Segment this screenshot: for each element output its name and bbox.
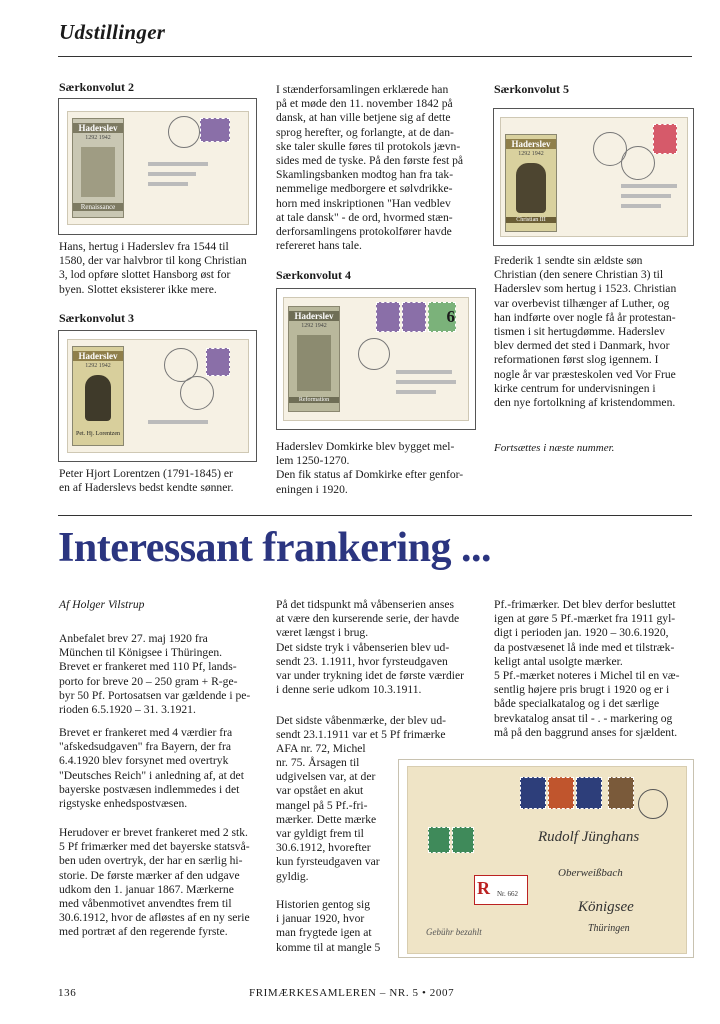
text-line: Anbefalet brev 27. maj 1920 fra — [59, 632, 208, 645]
stamp-green — [428, 302, 456, 332]
envelope-4 — [283, 297, 469, 421]
heading-saerkonvolut-4: Særkonvolut 4 — [276, 268, 352, 282]
caption-line: byen. Slottet eksisterer ikke mere. — [59, 282, 217, 296]
text-line: den nye fortolkning af kristendommen. — [494, 396, 676, 410]
text-line: Herudover er brevet frankeret med 2 stk. — [59, 826, 248, 839]
text-line: storie. De første mærker af den udgave — [59, 868, 240, 882]
paragraph-staenderforsamlingen — [276, 83, 474, 253]
text-line: at være den kurserende serie, der havde — [276, 612, 460, 626]
postmark-circle — [168, 116, 200, 148]
text-line: må på den baggrund anses for sjældent. — [494, 725, 678, 739]
text-line: dansk, at han ville betjene sig af dette — [276, 111, 451, 125]
article-col1-para3 — [59, 826, 256, 940]
caption-line: Hans, hertug i Haderslev fra 1544 til — [59, 240, 229, 253]
text-line: horn med inskriptionen "Han vedblev — [276, 196, 451, 210]
text-line: han indførte over nogle få år protestan- — [494, 310, 676, 324]
caption-line: Den fik status af Domkirke efter genfor- — [276, 468, 464, 482]
vignette-title: Haderslev — [73, 351, 123, 361]
text-line: byr 50 Pf. Portosatsen var gældende i pe- — [59, 688, 251, 702]
text-line: nr. 75. Årsagen til — [276, 756, 360, 769]
stamp-red — [653, 124, 677, 154]
text-line: derforsamlingens protokolfører havde — [276, 225, 452, 239]
text-line: sprog herefter, og forlangte, at de dan- — [276, 125, 454, 139]
heading-saerkonvolut-3: Særkonvolut 3 — [59, 311, 135, 325]
stamp-blue — [576, 777, 602, 809]
text-line: "Deutsches Reich" i anledning af, at det — [59, 768, 244, 782]
text-line: 30.6.1912, hvorefter — [276, 841, 371, 855]
postmark-circle — [638, 789, 668, 819]
article-col2-para2 — [276, 714, 474, 757]
vignette-card-3 — [72, 346, 124, 446]
text-line: 30.6.1912, hvor de afløstes af en ny serie — [59, 911, 250, 925]
text-line: AFA nr. 72, Michel — [276, 742, 366, 756]
text-line: refereret hans tale. — [276, 239, 362, 253]
text-line: kirke centrum for undervisningen i — [494, 381, 656, 395]
registration-label — [474, 875, 528, 905]
text-line: udkom den 1. januar 1867. Mærkerne — [59, 882, 234, 896]
text-line: sendt 23. 1.1911, hvor fyrsteudgaven — [276, 654, 448, 668]
caption-line: Peter Hjort Lorentzen (1791-1845) er — [59, 467, 233, 480]
stamp-value: 6 — [446, 307, 455, 326]
address-city: Königsee — [578, 899, 634, 915]
text-line: man frygtede igen at — [276, 926, 372, 940]
text-line: var opstået en akut — [276, 784, 364, 798]
text-line: var overbevist tilhænger af Luther, og — [494, 296, 670, 310]
address-line — [621, 184, 677, 188]
address-line — [621, 204, 661, 208]
portrait-illustration — [85, 375, 111, 421]
postmark-circle — [180, 376, 214, 410]
text-line: Historien gentog sig — [276, 898, 371, 911]
address-line — [621, 194, 671, 198]
text-line: gyldig. — [276, 869, 309, 883]
paragraph-frederik — [494, 254, 692, 410]
cover-photo — [398, 759, 694, 958]
text-line: med portræt af den regerende fyrste. — [59, 925, 228, 939]
envelope-image-3 — [58, 330, 257, 462]
envelope-5 — [500, 117, 688, 237]
stamp-purple — [376, 302, 400, 332]
article-divider — [58, 515, 692, 516]
text-line: at tale dansk" - de ord, hvormed stæn- — [276, 210, 453, 224]
byline: Af Holger Vilstrup — [59, 598, 145, 611]
text-line: Pf.-frimærker. Det blev derfor besluttet — [494, 598, 676, 611]
cover-note: Gebühr bezahlt — [426, 927, 482, 937]
registration-number: Nr. 662 — [497, 890, 518, 898]
text-line: var gyldigt frem til — [276, 827, 364, 841]
text-line: været længst i brug. — [276, 626, 369, 640]
text-line: både specialkatalog og i det særlige — [494, 697, 660, 711]
envelope-2 — [67, 111, 249, 225]
vignette-years: 1292 1942 — [85, 135, 111, 141]
stamp-purple — [200, 118, 230, 142]
text-line: i denne serie udkom 10.3.1911. — [276, 683, 422, 697]
postmark-circle — [358, 338, 390, 370]
text-line: bayerske postvæsen indlemmedes i det — [59, 782, 240, 796]
vignette-card-2 — [72, 118, 124, 218]
text-line: sentlig højere pris brugt i 1920 og er i — [494, 683, 670, 697]
caption-saerkonvolut-2 — [59, 240, 256, 297]
address-line — [148, 182, 188, 186]
text-line: sides med de tyske. På den første fest på — [276, 154, 464, 168]
heading-saerkonvolut-2: Særkonvolut 2 — [59, 80, 135, 94]
text-line: 6.4.1920 blev forsynet med overtryk — [59, 754, 229, 768]
address-street: Oberweißbach — [558, 867, 623, 879]
envelope-image-4 — [276, 288, 476, 430]
text-line: Haderslev som hertug i 1523. Christian — [494, 282, 677, 296]
text-line: Skamlingsbanken modtog han fra tak- — [276, 168, 454, 182]
address-line — [396, 370, 452, 374]
text-line: nogle år var præsteskolen ved Vor Frue — [494, 367, 676, 381]
text-line: I stænderforsamlingen erklærede han — [276, 83, 449, 96]
castle-illustration — [81, 147, 115, 197]
text-line: 5 Pf frimærker med det bayerske statsvå- — [59, 840, 250, 854]
text-line: ben uden overtryk, der har en særlig hi- — [59, 854, 243, 868]
text-line: sendt 23.1.1911 var et 5 Pf frimærke — [276, 728, 446, 742]
caption-line: 1580, der var halvbror til kong Christian — [59, 254, 247, 268]
text-line: mangel på 5 Pf.-fri- — [276, 798, 368, 812]
article-col2-para3 — [276, 898, 390, 955]
vignette-years: 1292 1942 — [301, 323, 327, 329]
text-line: udgivelsen var, at der — [276, 770, 376, 784]
article-col2-para1 — [276, 598, 474, 697]
text-line: blev dermed det sted i Danmark, hvor — [494, 339, 670, 353]
vignette-title: Haderslev — [506, 139, 556, 149]
vignette-title: Haderslev — [289, 311, 339, 321]
text-line: På det tidspunkt må våbenserien anses — [276, 598, 455, 611]
address-region: Thüringen — [588, 923, 630, 934]
caption-saerkonvolut-4 — [276, 440, 474, 497]
text-line: Det sidste tryk i våbenserien blev ud- — [276, 640, 450, 654]
text-line: keligt antal usolgte mærker. — [494, 654, 623, 668]
caption-line: en af Haderslevs bedst kendte sønner. — [59, 481, 234, 495]
envelope-image-2 — [58, 98, 257, 235]
caption-line: 3, lod opføre slottet Hansborg øst for — [59, 268, 231, 282]
header-rule — [58, 56, 692, 57]
stamp-orange — [548, 777, 574, 809]
text-line: med våbenmotivet anvendtes frem til — [59, 897, 232, 911]
text-line: igen at gøre 5 Pf.-mærket fra 1911 gyl- — [494, 612, 676, 626]
text-line: komme til at mangle 5 — [276, 940, 381, 954]
stamp-purple — [402, 302, 426, 332]
text-line: rigstyske enhedspostvæsen. — [59, 797, 188, 811]
text-line: rioden 6.5.1920 – 31. 3.1921. — [59, 703, 196, 717]
envelope-image-5 — [493, 108, 694, 246]
continued-note: Fortsættes i næste nummer. — [494, 442, 615, 454]
portrait-illustration — [516, 163, 546, 213]
address-line — [148, 420, 208, 424]
stamp-blue — [520, 777, 546, 809]
vignette-card-4 — [288, 306, 340, 412]
envelope-3 — [67, 339, 249, 453]
text-line: brevkatalog ansat til - . - markering og — [494, 711, 673, 725]
text-line: Det sidste våbenmærke, der blev ud- — [276, 714, 446, 727]
text-line: tismen i sit hertugdømme. Haderslev — [494, 325, 665, 339]
vignette-years: 1292 1942 — [85, 363, 111, 369]
text-line: i januar 1920, hvor — [276, 912, 365, 926]
caption-line: lem 1250-1270. — [276, 454, 350, 468]
article-col1-para2 — [59, 726, 256, 811]
text-line: på et møde den 11. november 1842 på — [276, 97, 453, 111]
caption-saerkonvolut-3 — [59, 467, 256, 495]
stamp-purple — [206, 348, 230, 376]
text-line: reformationen først slog igennem. I — [494, 353, 659, 367]
caption-line: Haderslev Domkirke blev bygget mel- — [276, 440, 455, 453]
article-title: Interessant frankering ... — [58, 525, 492, 571]
vignette-label: Renaissance — [73, 203, 123, 211]
vignette-label: Reformation — [289, 397, 339, 403]
text-line: Christian (den senere Christian 3) til — [494, 268, 664, 282]
article-col2-para2-cont — [276, 756, 390, 884]
text-line: porto for breve 20 – 250 gram + R-ge- — [59, 674, 238, 688]
registered-cover — [407, 766, 687, 954]
text-line: mærker. Dette mærke — [276, 812, 377, 826]
text-line: "afskedsudgaven" fra Bayern, der fra — [59, 740, 232, 754]
heading-saerkonvolut-5: Særkonvolut 5 — [494, 82, 570, 96]
text-line: da postvæsenet lå inde med et tilstræk- — [494, 640, 675, 654]
registration-letter: R — [477, 878, 490, 898]
text-line: Frederik 1 sendte sin ældste søn — [494, 254, 643, 267]
text-line: Brevet er frankeret med 110 Pf, lands- — [59, 660, 237, 674]
address-line — [148, 172, 196, 176]
article-col3-para1 — [494, 598, 692, 740]
vignette-label: Pet. Hj. Lorentzen — [76, 431, 120, 437]
stamp-brown — [608, 777, 634, 809]
postmark-circle — [621, 146, 655, 180]
text-line: München til Königsee i Thüringen. — [59, 646, 223, 660]
text-line: ske taler skulle føres til protokols jævn- — [276, 139, 461, 153]
text-line: kun fyrsteudgaven var — [276, 855, 380, 869]
page-number: 136 — [58, 987, 77, 999]
text-line: Brevet er frankeret med 4 værdier fra — [59, 726, 233, 739]
text-line: digt i perioden jan. 1920 – 30.6.1920, — [494, 626, 669, 640]
stamp-green-arms — [428, 827, 450, 853]
church-interior-illustration — [297, 335, 331, 391]
caption-line: eningen i 1920. — [276, 482, 348, 496]
vignette-title: Haderslev — [73, 123, 123, 133]
vignette-label: Christian III — [506, 217, 556, 223]
address-line — [148, 162, 208, 166]
vignette-years: 1292 1942 — [518, 151, 544, 157]
section-title: Udstillinger — [59, 20, 166, 44]
text-line: var under trykning idet de første værdier — [276, 669, 465, 683]
magazine-footer: FRIMÆRKESAMLEREN – NR. 5 • 2007 — [249, 987, 455, 999]
address-line — [396, 380, 456, 384]
stamp-green-arms — [452, 827, 474, 853]
addressee: Rudolf Jünghans — [538, 829, 640, 845]
article-col1-para1 — [59, 632, 256, 717]
text-line: nemmelige medborgere et sølvdrikke- — [276, 182, 453, 196]
vignette-card-5 — [505, 134, 557, 232]
text-line: 5 Pf.-mærket noteres i Michel til en væ- — [494, 669, 680, 683]
address-line — [396, 390, 436, 394]
